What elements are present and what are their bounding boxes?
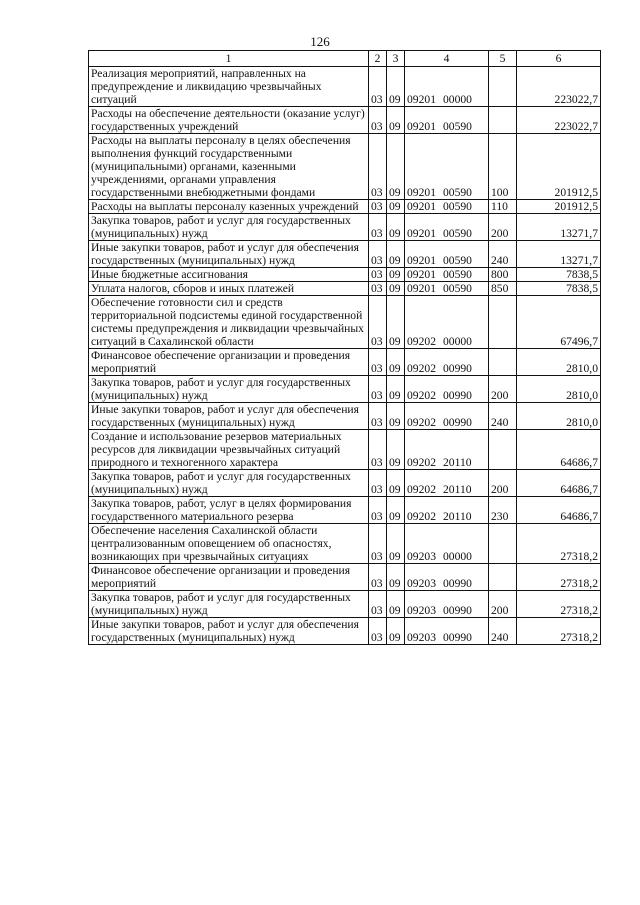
- table-row: [89, 296, 601, 349]
- row-expense-type: 100: [489, 134, 517, 200]
- row-code-direction: 00990: [442, 577, 472, 590]
- row-section: 03: [369, 470, 387, 497]
- row-amount: 7838,5: [517, 282, 601, 296]
- row-subsection: 09: [387, 524, 405, 564]
- row-target-code: [405, 376, 489, 403]
- row-section: 03: [369, 591, 387, 618]
- row-amount: 64686,7: [517, 430, 601, 470]
- row-code-direction: 00590: [442, 227, 472, 240]
- row-target-code: [405, 403, 489, 430]
- row-amount: 27318,2: [517, 591, 601, 618]
- row-name: Иные закупки товаров, работ и услуг для обеспечения государственных (муниципальных) нужд: [89, 241, 369, 268]
- row-name: Финансовое обеспечение организации и проведения мероприятий: [89, 564, 369, 591]
- row-amount: 201912,5: [517, 134, 601, 200]
- row-target-code: [405, 470, 489, 497]
- row-target-code: [405, 497, 489, 524]
- row-section: 03: [369, 430, 387, 470]
- row-name: Уплата налогов, сборов и иных платежей: [89, 282, 369, 296]
- row-expense-type: [489, 107, 517, 134]
- row-target-code: [405, 200, 489, 214]
- row-code-direction: 00590: [442, 120, 472, 133]
- row-target-code: [405, 107, 489, 134]
- header-row: [89, 51, 601, 67]
- row-code-program: 09202: [407, 362, 436, 375]
- row-code-program: 09202: [407, 416, 436, 429]
- row-target-code: [405, 430, 489, 470]
- row-expense-type: [489, 349, 517, 376]
- row-target-code: [405, 268, 489, 282]
- row-expense-type: 850: [489, 282, 517, 296]
- row-section: 03: [369, 200, 387, 214]
- row-name: Иные закупки товаров, работ и услуг для обеспечения государственных (муниципальных) нужд: [89, 403, 369, 430]
- row-amount: 2810,0: [517, 376, 601, 403]
- row-target-code: [405, 349, 489, 376]
- row-expense-type: 200: [489, 591, 517, 618]
- row-code-program: 09203: [407, 631, 436, 644]
- row-amount: 13271,7: [517, 241, 601, 268]
- header-subsection: 3: [387, 51, 405, 67]
- row-subsection: 09: [387, 241, 405, 268]
- row-code-direction: 00990: [442, 631, 472, 644]
- row-amount: 7838,5: [517, 268, 601, 282]
- row-name: Закупка товаров, работ и услуг для государственных (муниципальных) нужд: [89, 214, 369, 241]
- row-code-program: 09202: [407, 483, 436, 496]
- row-amount: 27318,2: [517, 618, 601, 645]
- row-subsection: 09: [387, 200, 405, 214]
- row-expense-type: [489, 564, 517, 591]
- row-section: 03: [369, 349, 387, 376]
- row-name: Закупка товаров, работ и услуг для государственных (муниципальных) нужд: [89, 376, 369, 403]
- table-row: [89, 564, 601, 591]
- row-section: 03: [369, 241, 387, 268]
- table-row: [89, 591, 601, 618]
- table-row: [89, 282, 601, 296]
- row-code-direction: 00590: [442, 268, 472, 281]
- header-section: 2: [369, 51, 387, 67]
- row-subsection: 09: [387, 268, 405, 282]
- page-number: 126: [310, 34, 330, 49]
- table-row: [89, 430, 601, 470]
- row-amount: 27318,2: [517, 564, 601, 591]
- row-name: Обеспечение готовности сил и средств территориальной подсистемы единой государственной системы предупреждения и ликвидации чрезвычайных ситуаций в Сахалинской области: [89, 296, 369, 349]
- row-expense-type: 200: [489, 214, 517, 241]
- row-name: Реализация мероприятий, направленных на предупреждение и ликвидацию чрезвычайных ситуаций: [89, 67, 369, 107]
- table-row: [89, 524, 601, 564]
- row-target-code: [405, 618, 489, 645]
- table-row: [89, 134, 601, 200]
- row-name: Создание и использование резервов материальных ресурсов для ликвидации чрезвычайных ситуаций природного и техногенного характера: [89, 430, 369, 470]
- row-expense-type: 230: [489, 497, 517, 524]
- row-section: 03: [369, 268, 387, 282]
- row-code-program: 09201: [407, 227, 436, 240]
- row-target-code: [405, 564, 489, 591]
- row-code-direction: 00990: [442, 416, 472, 429]
- row-section: 03: [369, 564, 387, 591]
- row-section: 03: [369, 107, 387, 134]
- row-expense-type: 800: [489, 268, 517, 282]
- row-amount: 13271,7: [517, 214, 601, 241]
- row-subsection: 09: [387, 591, 405, 618]
- row-code-program: 09201: [407, 282, 436, 295]
- row-expense-type: 240: [489, 618, 517, 645]
- row-target-code: [405, 214, 489, 241]
- row-amount: 67496,7: [517, 296, 601, 349]
- table-row: [89, 268, 601, 282]
- row-code-program: 09202: [407, 389, 436, 402]
- row-section: 03: [369, 403, 387, 430]
- table-row: [89, 349, 601, 376]
- row-code-direction: 00000: [442, 93, 472, 106]
- header-expense-type: 5: [489, 51, 517, 67]
- row-name: Обеспечение населения Сахалинской области централизованным оповещением об опасностях, возникающих при чрезвычайных ситуациях: [89, 524, 369, 564]
- row-code-program: 09201: [407, 268, 436, 281]
- row-section: 03: [369, 618, 387, 645]
- row-code-program: 09202: [407, 335, 436, 348]
- row-code-direction: 00000: [442, 550, 472, 563]
- row-amount: 64686,7: [517, 497, 601, 524]
- row-expense-type: 110: [489, 200, 517, 214]
- row-code-direction: 20110: [442, 483, 472, 496]
- row-amount: 64686,7: [517, 470, 601, 497]
- row-target-code: [405, 67, 489, 107]
- header-name: 1: [89, 51, 369, 67]
- row-subsection: 09: [387, 618, 405, 645]
- row-subsection: 09: [387, 564, 405, 591]
- row-subsection: 09: [387, 430, 405, 470]
- row-code-direction: 00590: [442, 200, 472, 213]
- table-row: [89, 214, 601, 241]
- row-code-program: 09201: [407, 200, 436, 213]
- row-name: Расходы на выплаты персоналу в целях обеспечения выполнения функций государственными (муниципальными) органами, казенными учреждениями, органами управления государственными внебюджетными фондами: [89, 134, 369, 200]
- row-subsection: 09: [387, 282, 405, 296]
- row-code-direction: 00990: [442, 389, 472, 402]
- row-code-program: 09203: [407, 550, 436, 563]
- row-subsection: 09: [387, 470, 405, 497]
- row-code-program: 09202: [407, 456, 436, 469]
- row-code-direction: 00590: [442, 186, 472, 199]
- row-subsection: 09: [387, 67, 405, 107]
- row-subsection: 09: [387, 376, 405, 403]
- row-target-code: [405, 134, 489, 200]
- row-expense-type: [489, 296, 517, 349]
- row-subsection: 09: [387, 497, 405, 524]
- table-row: [89, 200, 601, 214]
- row-subsection: 09: [387, 107, 405, 134]
- table-row: [89, 67, 601, 107]
- table-row: [89, 470, 601, 497]
- row-amount: 201912,5: [517, 200, 601, 214]
- row-name: Закупка товаров, работ, услуг в целях формирования государственного материального резерва: [89, 497, 369, 524]
- row-amount: 223022,7: [517, 107, 601, 134]
- row-subsection: 09: [387, 349, 405, 376]
- row-code-program: 09202: [407, 510, 436, 523]
- budget-table: [88, 50, 601, 645]
- row-section: 03: [369, 214, 387, 241]
- row-amount: 2810,0: [517, 403, 601, 430]
- row-code-program: 09203: [407, 604, 436, 617]
- row-name: Иные бюджетные ассигнования: [89, 268, 369, 282]
- row-expense-type: [489, 524, 517, 564]
- table-row: [89, 497, 601, 524]
- row-code-direction: 00990: [442, 362, 472, 375]
- row-name: Закупка товаров, работ и услуг для государственных (муниципальных) нужд: [89, 470, 369, 497]
- row-expense-type: [489, 67, 517, 107]
- row-amount: 2810,0: [517, 349, 601, 376]
- row-section: 03: [369, 376, 387, 403]
- row-target-code: [405, 282, 489, 296]
- table-row: [89, 618, 601, 645]
- row-expense-type: 200: [489, 470, 517, 497]
- table-row: [89, 107, 601, 134]
- row-amount: 223022,7: [517, 67, 601, 107]
- row-name: Расходы на выплаты персоналу казенных учреждений: [89, 200, 369, 214]
- row-section: 03: [369, 497, 387, 524]
- row-target-code: [405, 591, 489, 618]
- row-target-code: [405, 296, 489, 349]
- row-section: 03: [369, 67, 387, 107]
- row-code-direction: 20110: [442, 510, 472, 523]
- row-name: Расходы на обеспечение деятельности (оказание услуг) государственных учреждений: [89, 107, 369, 134]
- row-section: 03: [369, 134, 387, 200]
- row-expense-type: 240: [489, 241, 517, 268]
- row-code-direction: 20110: [442, 456, 472, 469]
- row-amount: 27318,2: [517, 524, 601, 564]
- row-code-direction: 00990: [442, 604, 472, 617]
- row-code-program: 09203: [407, 577, 436, 590]
- row-code-direction: 00590: [442, 254, 472, 267]
- row-name: Иные закупки товаров, работ и услуг для обеспечения государственных (муниципальных) нужд: [89, 618, 369, 645]
- header-target-code: 4: [405, 51, 489, 67]
- row-code-program: 09201: [407, 93, 436, 106]
- row-expense-type: 200: [489, 376, 517, 403]
- table-row: [89, 241, 601, 268]
- row-code-direction: 00590: [442, 282, 472, 295]
- row-target-code: [405, 524, 489, 564]
- table-row: [89, 376, 601, 403]
- row-code-direction: 00000: [442, 335, 472, 348]
- row-subsection: 09: [387, 134, 405, 200]
- table-row: [89, 403, 601, 430]
- header-amount: 6: [517, 51, 601, 67]
- row-name: Закупка товаров, работ и услуг для государственных (муниципальных) нужд: [89, 591, 369, 618]
- row-subsection: 09: [387, 214, 405, 241]
- row-code-program: 09201: [407, 186, 436, 199]
- row-target-code: [405, 241, 489, 268]
- row-section: 03: [369, 296, 387, 349]
- row-code-program: 09201: [407, 120, 436, 133]
- row-code-program: 09201: [407, 254, 436, 267]
- row-expense-type: [489, 430, 517, 470]
- row-expense-type: 240: [489, 403, 517, 430]
- row-subsection: 09: [387, 403, 405, 430]
- row-subsection: 09: [387, 296, 405, 349]
- row-name: Финансовое обеспечение организации и проведения мероприятий: [89, 349, 369, 376]
- row-section: 03: [369, 282, 387, 296]
- row-section: 03: [369, 524, 387, 564]
